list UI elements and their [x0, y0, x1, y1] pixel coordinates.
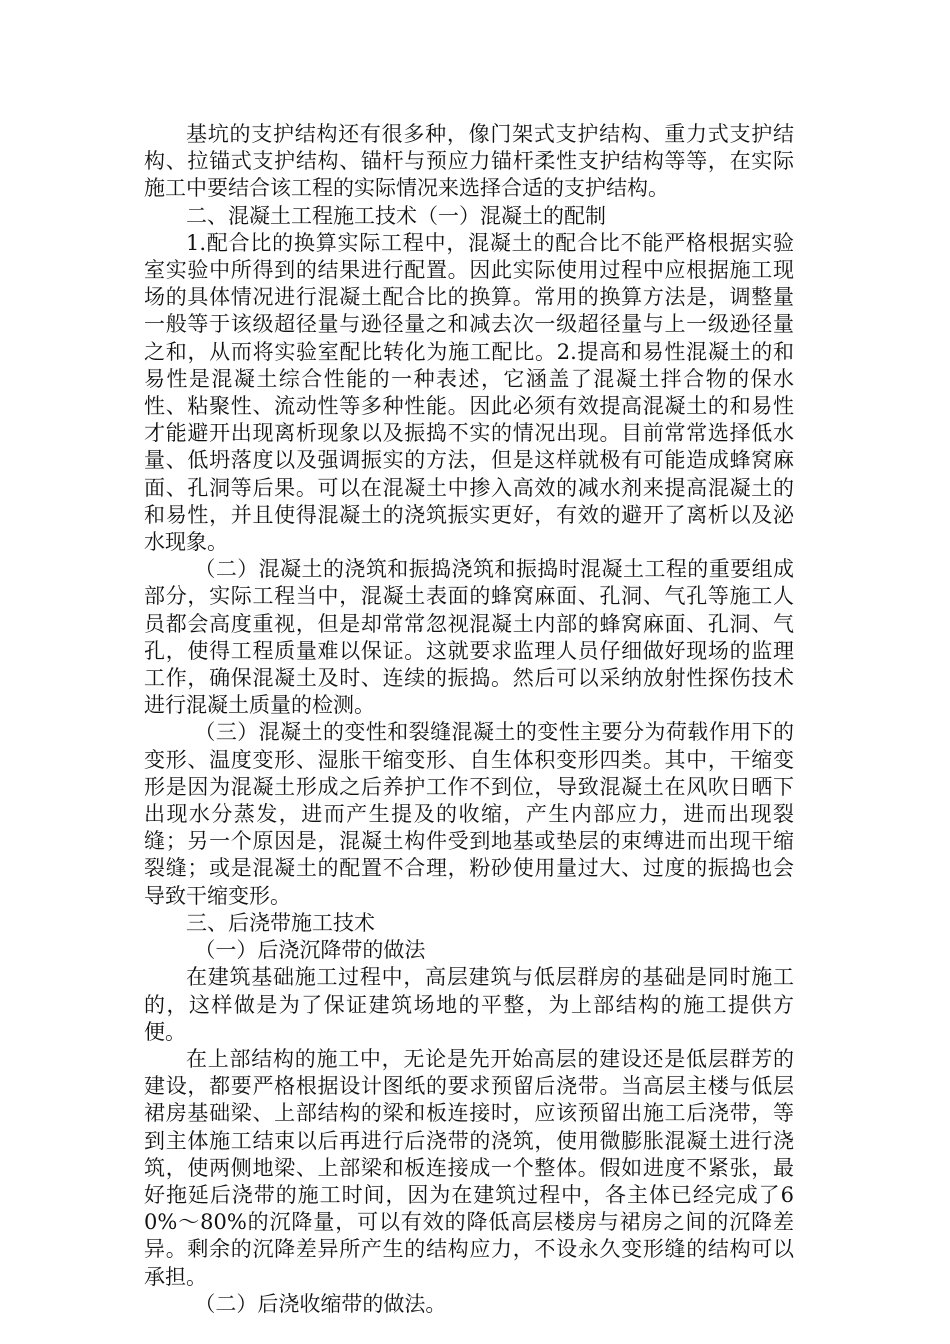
paragraph-support-structures: 基坑的支护结构还有很多种，像门架式支护结构、重力式支护结构、拉锚式支护结构、锚杆与预应力锚杆柔性支护结构等等，在实际施工中要结合该工程的实际情况来选择合适的支护结构。	[144, 122, 794, 201]
document-page	[144, 121, 794, 1318]
paragraph-foundation-construction: 在建筑基础施工过程中，高层建筑与低层群房的基础是同时施工的，这样做是为了保证建筑场地的平整，为上部结构的施工提供方便。	[144, 965, 794, 1044]
paragraph-upper-structure: 在上部结构的施工中，无论是先开始高层的建设还是低层群芳的建设，都要严格根据设计图纸的要求预留后浇带。当高层主楼与低层裙房基础梁、上部结构的梁和板连接时，应该预留出施工后浇带，等到主体施工结束以后再进行后浇带的浇筑，使用微膨胀混凝土进行浇筑，使两侧地梁、上部梁和板连接成一个整体。假如进度不紧张，最好拖延后浇带的施工时间，因为在建筑过程中，各主体已经完成了60%～80%的沉降量，可以有效的降低高层楼房与裙房之间的沉降差异。剩余的沉降差异所产生的结构应力，不设永久变形缝的结构可以承担。	[144, 1046, 794, 1289]
paragraph-mix-ratio: 1.配合比的换算实际工程中，混凝土的配合比不能严格根据实验室实验中所得到的结果进行配置。因此实际使用过程中应根据施工现场的具体情况进行混凝土配合比的换算。常用的换算方法是，调整量一般等于该级超径量与逊径量之和减去次一级超径量与上一级逊径量之和，从而将实验室配比转化为施工配比。2.提高和易性混凝土的和易性是混凝土综合性能的一种表述，它涵盖了混凝土拌合物的保水性、粘聚性、流动性等多种性能。因此必须有效提高混凝土的和易性才能避开出现离析现象以及振捣不实的情况出现。目前常常选择低水量、低坍落度以及强调振实的方法，但是这样就极有可能造成蜂窝麻面、孔洞等后果。可以在混凝土中掺入高效的减水剂来提高混凝土的和易性，并且使得混凝土的浇筑振实更好，有效的避开了离析以及泌水现象。	[144, 230, 794, 555]
subheading-settlement-strip: （一）后浇沉降带的做法	[194, 938, 426, 963]
subheading-shrinkage-strip: （二）后浇收缩带的做法。	[194, 1291, 447, 1316]
heading-post-pouring-strip: 三、后浇带施工技术	[186, 910, 375, 935]
paragraph-deformation-cracks: （三）混凝土的变性和裂缝混凝土的变性主要分为荷载作用下的变形、温度变形、湿胀干缩变形、自生体积变形四类。其中，干缩变形是因为混凝土形成之后养护工作不到位，导致混凝土在风吹日晒下出现水分蒸发，进而产生提及的收缩，产生内部应力，进而出现裂缝；另一个原因是，混凝土构件受到地基或垫层的束缚进而出现干缩裂缝；或是混凝土的配置不合理，粉砂使用量过大、过度的振捣也会导致干缩变形。	[144, 720, 794, 908]
paragraph-pouring-vibrating: （二）混凝土的浇筑和振捣浇筑和振捣时混凝土工程的重要组成部分，实际工程当中，混凝土表面的蜂窝麻面、孔洞、气孔等施工人员都会高度重视，但是却常常忽视混凝土内部的蜂窝麻面、孔洞、气孔，使得工程质量难以保证。这就要求监理人员仔细做好现场的监理工作，确保混凝土及时、连续的振捣。然后可以采纳放射性探伤技术进行混凝土质量的检测。	[144, 557, 794, 718]
heading-concrete-techniques: 二、混凝土工程施工技术（一）混凝土的配制	[186, 203, 606, 228]
